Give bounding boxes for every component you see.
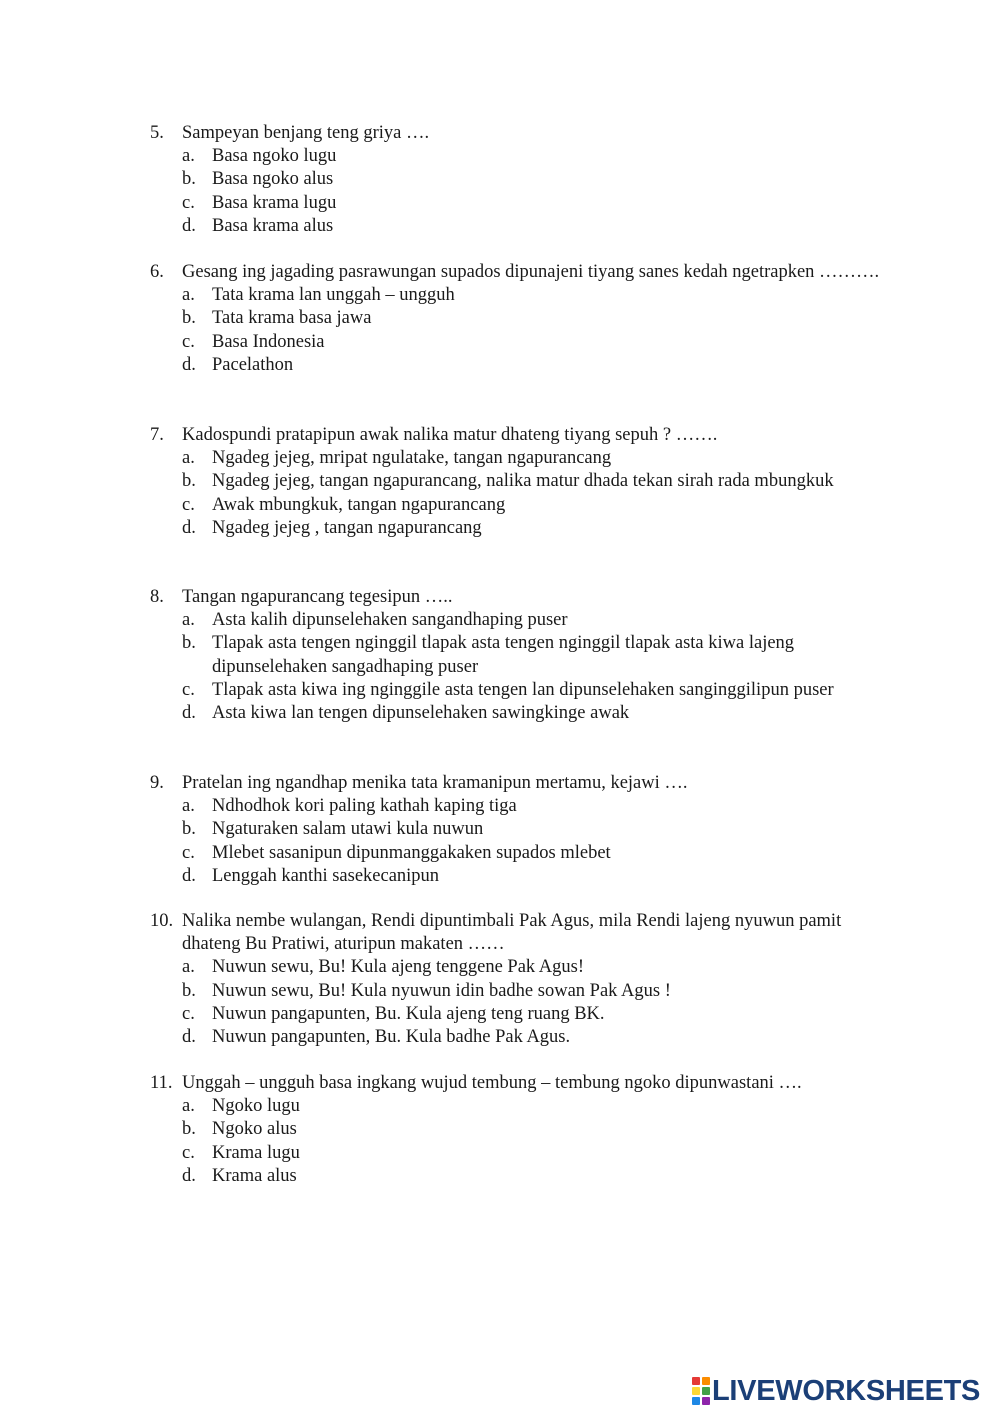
answer-option-c[interactable]: [150, 192, 880, 215]
option-text: Basa krama alus: [212, 215, 334, 236]
logo-square-blue: [692, 1397, 700, 1405]
question-stem: [150, 1072, 880, 1095]
logo-square-yellow: [692, 1387, 700, 1395]
answer-option-a[interactable]: [150, 956, 880, 979]
liveworksheets-logo: [692, 1374, 980, 1408]
option-letter: b.: [182, 169, 196, 190]
answer-option-c[interactable]: [150, 679, 880, 702]
answer-option-a[interactable]: [150, 145, 880, 168]
answer-option-d[interactable]: [150, 354, 880, 377]
option-text: Awak mbungkuk, tangan ngapurancang: [212, 494, 506, 515]
answer-option-b[interactable]: [150, 307, 880, 330]
question-text: Nalika nembe wulangan, Rendi dipuntimbali Pak Agus, mila Rendi lajeng nyuwun pamit dhateng Bu Pratiwi, aturipun makaten ……: [182, 911, 842, 955]
question-number: 6.: [150, 262, 164, 282]
answer-option-d[interactable]: [150, 702, 880, 725]
option-letter: a.: [182, 610, 195, 631]
answer-option-d[interactable]: [150, 1026, 880, 1049]
answer-option-b[interactable]: [150, 1118, 880, 1141]
question-text: Unggah – ungguh basa ingkang wujud tembung – tembung ngoko dipunwastani ….: [182, 1073, 802, 1093]
option-letter: a.: [182, 796, 195, 817]
option-text: Krama lugu: [212, 1142, 300, 1163]
option-text: Krama alus: [212, 1165, 297, 1186]
answer-option-b[interactable]: [150, 818, 880, 841]
option-text: Ndhodhok kori paling kathah kaping tiga: [212, 796, 517, 817]
answer-option-b[interactable]: [150, 632, 880, 678]
option-text: Ngoko lugu: [212, 1096, 300, 1117]
liveworksheets-logo-text: LIVEWORKSHEETS: [712, 1374, 981, 1407]
answer-option-a[interactable]: [150, 609, 880, 632]
question-number: 5.: [150, 123, 164, 143]
option-letter: c.: [182, 192, 195, 213]
answer-option-b[interactable]: [150, 168, 880, 191]
option-letter: c.: [182, 1142, 195, 1163]
option-letter: a.: [182, 285, 195, 306]
liveworksheets-logo-icon: [692, 1377, 710, 1405]
option-text: Nuwun pangapunten, Bu. Kula ajeng teng ruang BK.: [212, 1003, 605, 1024]
option-letter: d.: [182, 1027, 196, 1048]
answer-option-a[interactable]: [150, 1095, 880, 1118]
question-11: [150, 1072, 880, 1188]
question-number: 9.: [150, 773, 164, 793]
option-letter: c.: [182, 494, 195, 515]
question-number: 7.: [150, 425, 164, 445]
option-letter: c.: [182, 842, 195, 863]
answer-option-c[interactable]: [150, 331, 880, 354]
answer-option-c[interactable]: [150, 842, 880, 865]
option-text: Lenggah kanthi sasekecanipun: [212, 865, 440, 886]
answer-option-c[interactable]: [150, 1142, 880, 1165]
logo-square-green: [702, 1387, 710, 1395]
option-text: Asta kalih dipunselehaken sangandhaping puser: [212, 610, 568, 631]
question-text: Tangan ngapurancang tegesipun …..: [182, 587, 453, 607]
option-text: Ngadeg jejeg, tangan ngapurancang, nalika matur dhada tekan sirah rada mbungkuk: [212, 471, 834, 492]
question-6: [150, 261, 880, 377]
option-letter: b.: [182, 471, 196, 492]
option-letter: a.: [182, 448, 195, 469]
question-stem: [150, 122, 880, 145]
question-text: Kadospundi pratapipun awak nalika matur dhateng tiyang sepuh ? …….: [182, 425, 718, 445]
option-text: Basa krama lugu: [212, 192, 337, 213]
option-letter: b.: [182, 819, 196, 840]
option-letter: d.: [182, 865, 196, 886]
logo-square-purple: [702, 1397, 710, 1405]
question-text: Gesang ing jagading pasrawungan supados dipunajeni tiyang sanes kedah ngetrapken ……….: [182, 262, 880, 282]
question-8: [150, 586, 880, 725]
question-stem: [150, 261, 880, 284]
option-letter: d.: [182, 517, 196, 538]
option-letter: b.: [182, 308, 196, 329]
option-letter: d.: [182, 703, 196, 724]
option-text: Asta kiwa lan tengen dipunselehaken sawingkinge awak: [212, 703, 630, 724]
option-text: Ngadeg jejeg , tangan ngapurancang: [212, 517, 482, 538]
question-5: [150, 122, 880, 238]
option-letter: d.: [182, 1165, 196, 1186]
option-text: Nuwun sewu, Bu! Kula ajeng tenggene Pak Agus!: [212, 957, 584, 978]
option-letter: d.: [182, 354, 196, 375]
question-10: [150, 910, 880, 1049]
question-number: 10.: [150, 911, 174, 931]
option-text: Ngadeg jejeg, mripat ngulatake, tangan ngapurancang: [212, 448, 612, 469]
question-number: 11.: [150, 1073, 173, 1093]
option-letter: b.: [182, 633, 196, 654]
option-letter: c.: [182, 331, 195, 352]
answer-option-b[interactable]: [150, 470, 880, 493]
question-9: [150, 772, 880, 888]
option-letter: a.: [182, 146, 195, 167]
question-stem: [150, 910, 880, 956]
option-letter: a.: [182, 957, 195, 978]
question-number: 8.: [150, 587, 164, 607]
option-text: Tlapak asta tengen nginggil tlapak asta tengen nginggil tlapak asta kiwa lajeng dipunselehaken sangadhaping puser: [212, 633, 795, 677]
question-stem: [150, 772, 880, 795]
option-text: Tata krama basa jawa: [212, 308, 372, 329]
option-text: Nuwun pangapunten, Bu. Kula badhe Pak Agus.: [212, 1027, 571, 1048]
option-text: Basa ngoko alus: [212, 169, 334, 190]
option-letter: c.: [182, 679, 195, 700]
answer-option-a[interactable]: [150, 795, 880, 818]
option-text: Tlapak asta kiwa ing nginggile asta tengen lan dipunselehaken sanginggilipun puser: [212, 679, 834, 700]
question-text: Sampeyan benjang teng griya ….: [182, 123, 430, 143]
option-text: Basa ngoko lugu: [212, 146, 337, 167]
question-stem: [150, 424, 880, 447]
option-text: Tata krama lan unggah – ungguh: [212, 285, 455, 306]
answer-option-d[interactable]: [150, 865, 880, 888]
answer-option-d[interactable]: [150, 215, 880, 238]
logo-square-red: [692, 1377, 700, 1385]
option-letter: d.: [182, 215, 196, 236]
option-text: Ngaturaken salam utawi kula nuwun: [212, 819, 484, 840]
option-letter: b.: [182, 1119, 196, 1140]
option-letter: b.: [182, 980, 196, 1001]
option-text: Ngoko alus: [212, 1119, 297, 1140]
answer-option-b[interactable]: [150, 980, 880, 1003]
logo-square-orange: [702, 1377, 710, 1385]
option-letter: c.: [182, 1003, 195, 1024]
option-text: Basa Indonesia: [212, 331, 325, 352]
option-text: Nuwun sewu, Bu! Kula nyuwun idin badhe sowan Pak Agus !: [212, 980, 671, 1001]
answer-option-c[interactable]: [150, 494, 880, 517]
option-text: Pacelathon: [212, 354, 294, 375]
question-7: [150, 424, 880, 540]
question-stem: [150, 586, 880, 609]
option-text: Mlebet sasanipun dipunmanggakaken supados mlebet: [212, 842, 611, 863]
question-text: Pratelan ing ngandhap menika tata kramanipun mertamu, kejawi ….: [182, 773, 688, 793]
answer-option-d[interactable]: [150, 1165, 880, 1188]
answer-option-a[interactable]: [150, 447, 880, 470]
option-letter: a.: [182, 1096, 195, 1117]
answer-option-c[interactable]: [150, 1003, 880, 1026]
answer-option-a[interactable]: [150, 284, 880, 307]
answer-option-d[interactable]: [150, 517, 880, 540]
